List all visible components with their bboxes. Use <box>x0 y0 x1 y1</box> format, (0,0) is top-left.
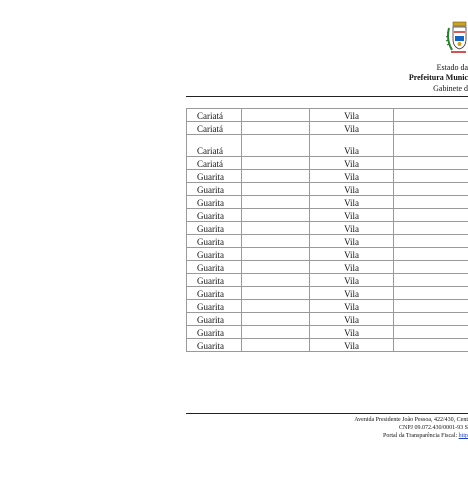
table-cell-empty <box>394 122 468 135</box>
table-cell-type: Vila <box>309 235 394 248</box>
table-cell-empty <box>242 183 309 196</box>
table-cell-type: Vila <box>309 170 394 183</box>
table-cell-type: Vila <box>309 274 394 287</box>
table-cell-locality: Guarita <box>187 248 242 261</box>
table-cell-locality: Guarita <box>187 183 242 196</box>
table-cell-type: Vila <box>309 183 394 196</box>
table-cell-type: Vila <box>309 326 394 339</box>
table-cell-type: Vila <box>309 248 394 261</box>
table-cell-type: Vila <box>309 196 394 209</box>
table-cell-empty <box>242 300 309 313</box>
table-row <box>187 196 468 209</box>
table-cell-empty <box>394 157 468 170</box>
footer-divider <box>186 413 468 414</box>
table-cell-empty <box>242 287 309 300</box>
table-row <box>187 274 468 287</box>
table-row <box>187 248 468 261</box>
table-cell-empty <box>394 235 468 248</box>
table-cell-empty <box>394 222 468 235</box>
table-cell-empty <box>242 235 309 248</box>
table-cell-locality: Guarita <box>187 300 242 313</box>
table-cell-empty <box>394 135 468 157</box>
table-row <box>187 157 468 170</box>
table-cell-locality: Cariatá <box>187 135 242 157</box>
header-state-name: Estado da <box>436 63 468 72</box>
table-cell-locality: Cariatá <box>187 157 242 170</box>
table-cell-locality: Guarita <box>187 313 242 326</box>
table-cell-empty <box>242 326 309 339</box>
table-cell-empty <box>394 339 468 352</box>
table-cell-empty <box>242 339 309 352</box>
table-cell-locality: Guarita <box>187 326 242 339</box>
table-cell-type: Vila <box>309 209 394 222</box>
table-cell-empty <box>242 261 309 274</box>
table-row <box>187 287 468 300</box>
table-row <box>187 235 468 248</box>
table-cell-empty <box>242 248 309 261</box>
table-cell-locality: Guarita <box>187 209 242 222</box>
table-cell-type: Vila <box>309 287 394 300</box>
table-cell-type: Vila <box>309 157 394 170</box>
table-cell-empty <box>394 170 468 183</box>
table-cell-locality: Guarita <box>187 261 242 274</box>
table-cell-type: Vila <box>309 135 394 157</box>
table-cell-empty <box>242 135 309 157</box>
table-cell-empty <box>242 122 309 135</box>
table-cell-empty <box>394 248 468 261</box>
table-row <box>187 122 468 135</box>
table-cell-locality: Guarita <box>187 274 242 287</box>
table-cell-empty <box>242 313 309 326</box>
footer-cnpj: CNPJ 09.072.430/0001-93 S <box>398 425 468 431</box>
table-cell-empty <box>242 222 309 235</box>
table-row <box>187 300 468 313</box>
table-row <box>187 261 468 274</box>
table-cell-empty <box>242 170 309 183</box>
table-row <box>187 109 468 122</box>
table-cell-empty <box>242 109 309 122</box>
table-row <box>187 222 468 235</box>
table-cell-empty <box>242 274 309 287</box>
table-cell-type: Vila <box>309 122 394 135</box>
table-cell-empty <box>394 313 468 326</box>
table-row <box>187 339 468 352</box>
table-cell-type: Vila <box>309 313 394 326</box>
table-cell-empty <box>242 209 309 222</box>
table-cell-type: Vila <box>309 261 394 274</box>
table-cell-empty <box>242 196 309 209</box>
table-cell-empty <box>394 196 468 209</box>
table-cell-locality: Cariatá <box>187 122 242 135</box>
table-row <box>187 326 468 339</box>
table-row <box>187 313 468 326</box>
table-cell-type: Vila <box>309 300 394 313</box>
table-cell-empty <box>394 287 468 300</box>
table-cell-empty <box>242 157 309 170</box>
table-cell-type: Vila <box>309 339 394 352</box>
table-cell-locality: Guarita <box>187 339 242 352</box>
table-cell-locality: Guarita <box>187 170 242 183</box>
table-cell-type: Vila <box>309 222 394 235</box>
table-cell-type: Vila <box>309 109 394 122</box>
table-row <box>187 209 468 222</box>
footer-address: Avenida Presidente João Pessoa, 422/430, Cent <box>354 417 468 423</box>
table-cell-empty <box>394 274 468 287</box>
coat-of-arms-icon <box>446 18 468 58</box>
header-divider <box>186 96 468 97</box>
table-cell-locality: Guarita <box>187 235 242 248</box>
table-cell-locality: Guarita <box>187 196 242 209</box>
footer-portal <box>383 433 468 440</box>
table-row <box>187 135 468 157</box>
locations-table <box>186 108 468 352</box>
table-cell-locality: Guarita <box>187 287 242 300</box>
header-prefecture-name: Prefeitura Munic <box>408 73 468 82</box>
table-cell-empty <box>394 183 468 196</box>
table-cell-empty <box>394 300 468 313</box>
table-cell-locality: Cariatá <box>187 109 242 122</box>
table-row <box>187 183 468 196</box>
table-cell-empty <box>394 261 468 274</box>
footer-portal-label: Portal da Transparência Fiscal: <box>383 433 459 439</box>
table-row <box>187 170 468 183</box>
table-cell-empty <box>394 209 468 222</box>
footer-portal-link[interactable]: http <box>458 433 468 439</box>
header-office-name: Gabinete d <box>433 84 468 93</box>
table-cell-empty <box>394 326 468 339</box>
table-cell-empty <box>394 109 468 122</box>
table-cell-locality: Guarita <box>187 222 242 235</box>
